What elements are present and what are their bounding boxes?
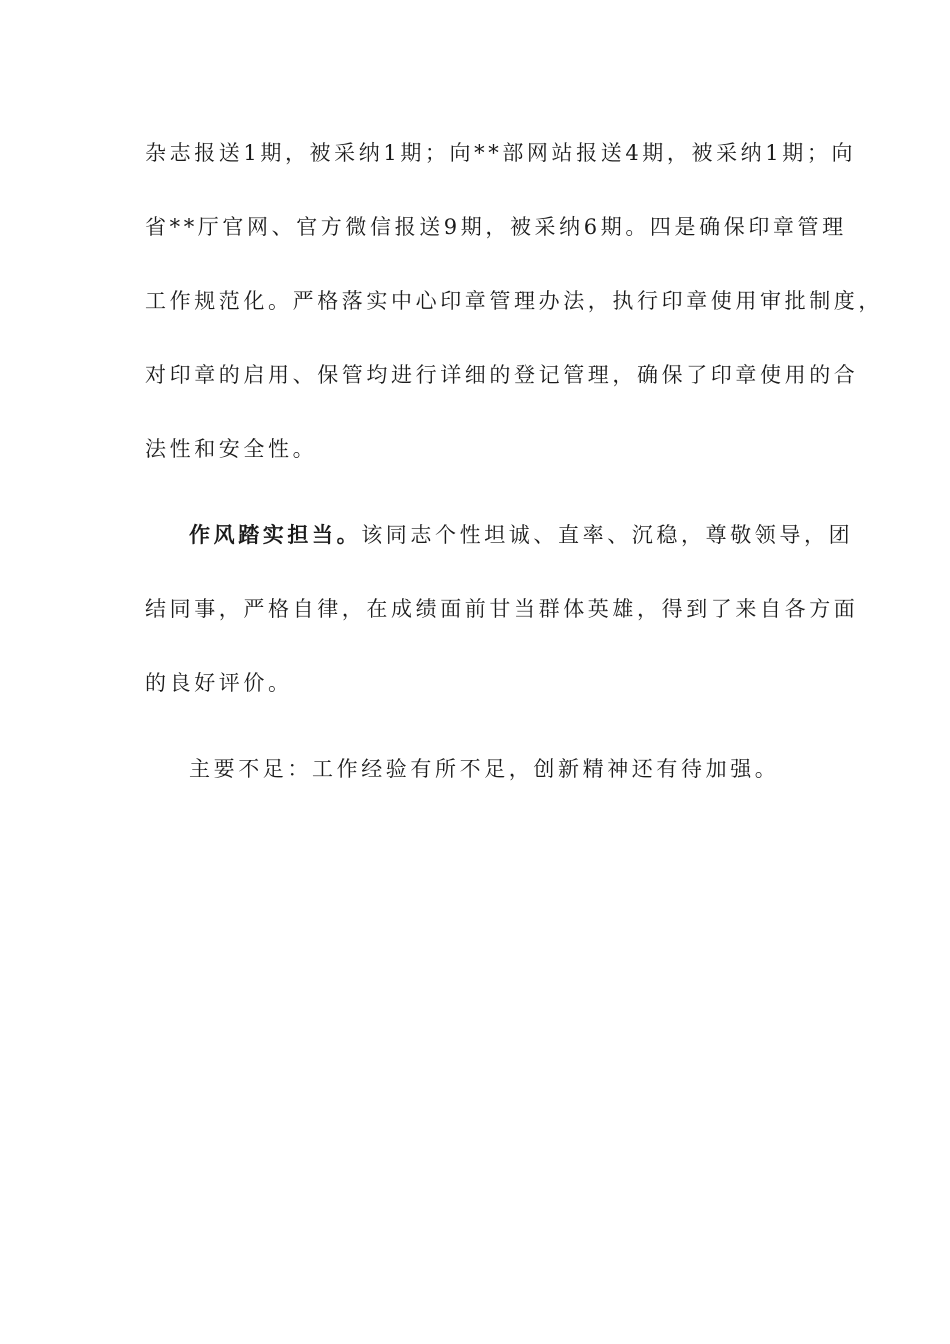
text-line: 结同事，严格自律，在成绩面前甘当群体英雄，得到了来自各方面 bbox=[145, 597, 859, 621]
section-heading: 作风踏实担当。 bbox=[189, 522, 362, 547]
text-line: 的良好评价。 bbox=[145, 671, 293, 695]
text-line: 对印章的启用、保管均进行详细的登记管理，确保了印章使用的合 bbox=[145, 363, 859, 387]
text-line: 法性和安全性。 bbox=[145, 437, 318, 461]
text-line: 主要不足：工作经验有所不足，创新精神还有待加强。 bbox=[189, 757, 780, 781]
text-line: 杂志报送1期，被采纳1期；向**部网站报送4期，被采纳1期；向 bbox=[145, 141, 857, 165]
text-line: 省**厅官网、官方微信报送9期，被采纳6期。四是确保印章管理 bbox=[145, 215, 847, 239]
text-run: 该同志个性坦诚、直率、沉稳，尊敬领导，团 bbox=[361, 523, 854, 547]
text-line: 工作规范化。严格落实中心印章管理办法，执行印章使用审批制度， bbox=[145, 289, 883, 313]
text-line bbox=[189, 520, 853, 550]
